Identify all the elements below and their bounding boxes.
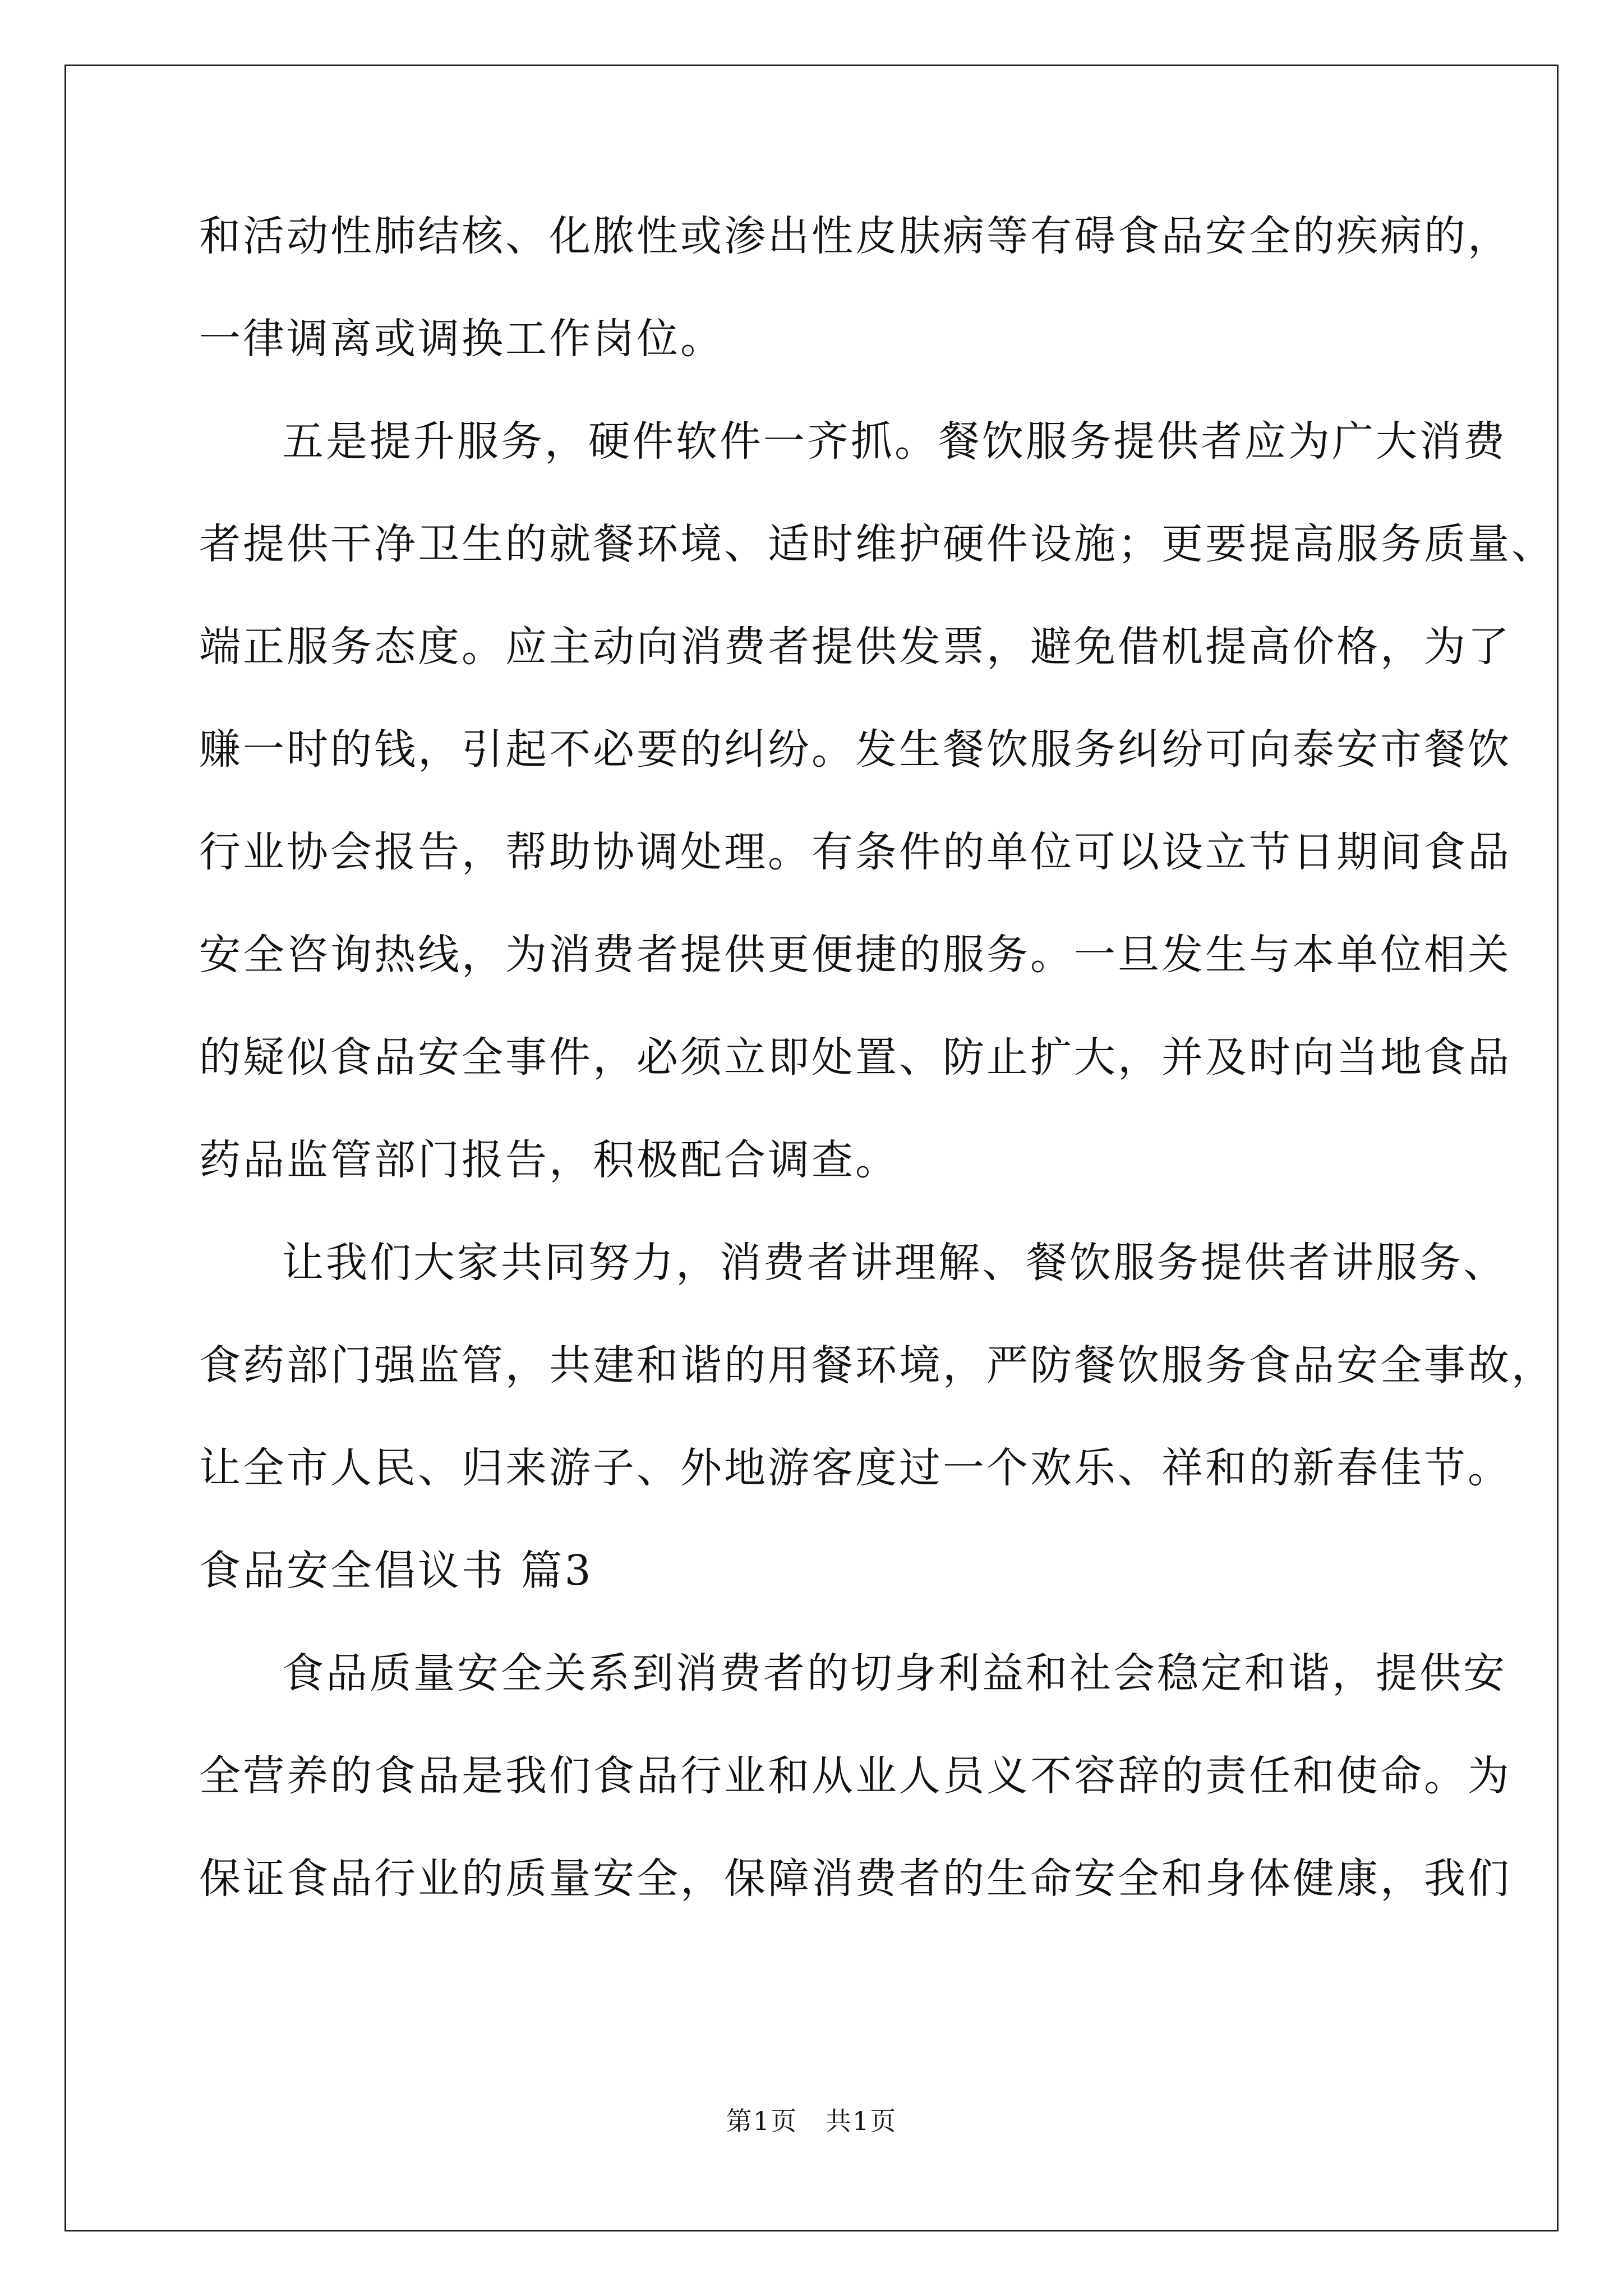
paragraph-line: 端正服务态度。应主动向消费者提供发票，避免借机提高价格，为了 xyxy=(199,623,1511,671)
paragraph-line: 让全市人民、归来游子、外地游客度过一个欢乐、祥和的新春佳节。 xyxy=(199,1444,1511,1492)
paragraph-line: 和活动性肺结核、化脓性或渗出性皮肤病等有碍食品安全的疾病的， xyxy=(199,212,1511,260)
paragraph-line: 食品质量安全关系到消费者的切身利益和社会稳定和谐，提供安 xyxy=(282,1649,1507,1697)
paragraph-line: 全营养的食品是我们食品行业和从业人员义不容辞的责任和使命。为 xyxy=(199,1752,1511,1800)
paragraph-line: 的疑似食品安全事件，必须立即处置、防止扩大，并及时向当地食品 xyxy=(199,1033,1511,1082)
document-body xyxy=(199,185,1555,1930)
paragraph-line: 者提供干净卫生的就餐环境、适时维护硬件设施；更要提高服务质量、 xyxy=(199,520,1555,568)
paragraph-line: 保证食品行业的质量安全，保障消费者的生命安全和身体健康，我们 xyxy=(199,1855,1511,1903)
paragraph-line: 一律调离或调换工作岗位。 xyxy=(199,315,724,363)
section-heading: 食品安全倡议书 篇3 xyxy=(199,1547,593,1595)
paragraph-line: 赚一时的钱，引起不必要的纠纷。发生餐饮服务纠纷可向泰安市餐饮 xyxy=(199,725,1511,774)
paragraph-line: 安全咨询热线，为消费者提供更便捷的服务。一旦发生与本单位相关 xyxy=(199,931,1511,979)
paragraph-line: 五是提升服务，硬件软件一齐抓。餐饮服务提供者应为广大消费 xyxy=(282,417,1507,466)
paragraph-line: 行业协会报告，帮助协调处理。有条件的单位可以设立节日期间食品 xyxy=(199,828,1511,876)
page-footer: 第1页 共1页 xyxy=(726,2106,897,2136)
paragraph-line: 药品监管部门报告，积极配合调查。 xyxy=(199,1136,899,1184)
paragraph-line: 让我们大家共同努力，消费者讲理解、餐饮服务提供者讲服务、 xyxy=(282,1239,1507,1287)
paragraph-line: 食药部门强监管，共建和谐的用餐环境，严防餐饮服务食品安全事故， xyxy=(199,1341,1555,1389)
